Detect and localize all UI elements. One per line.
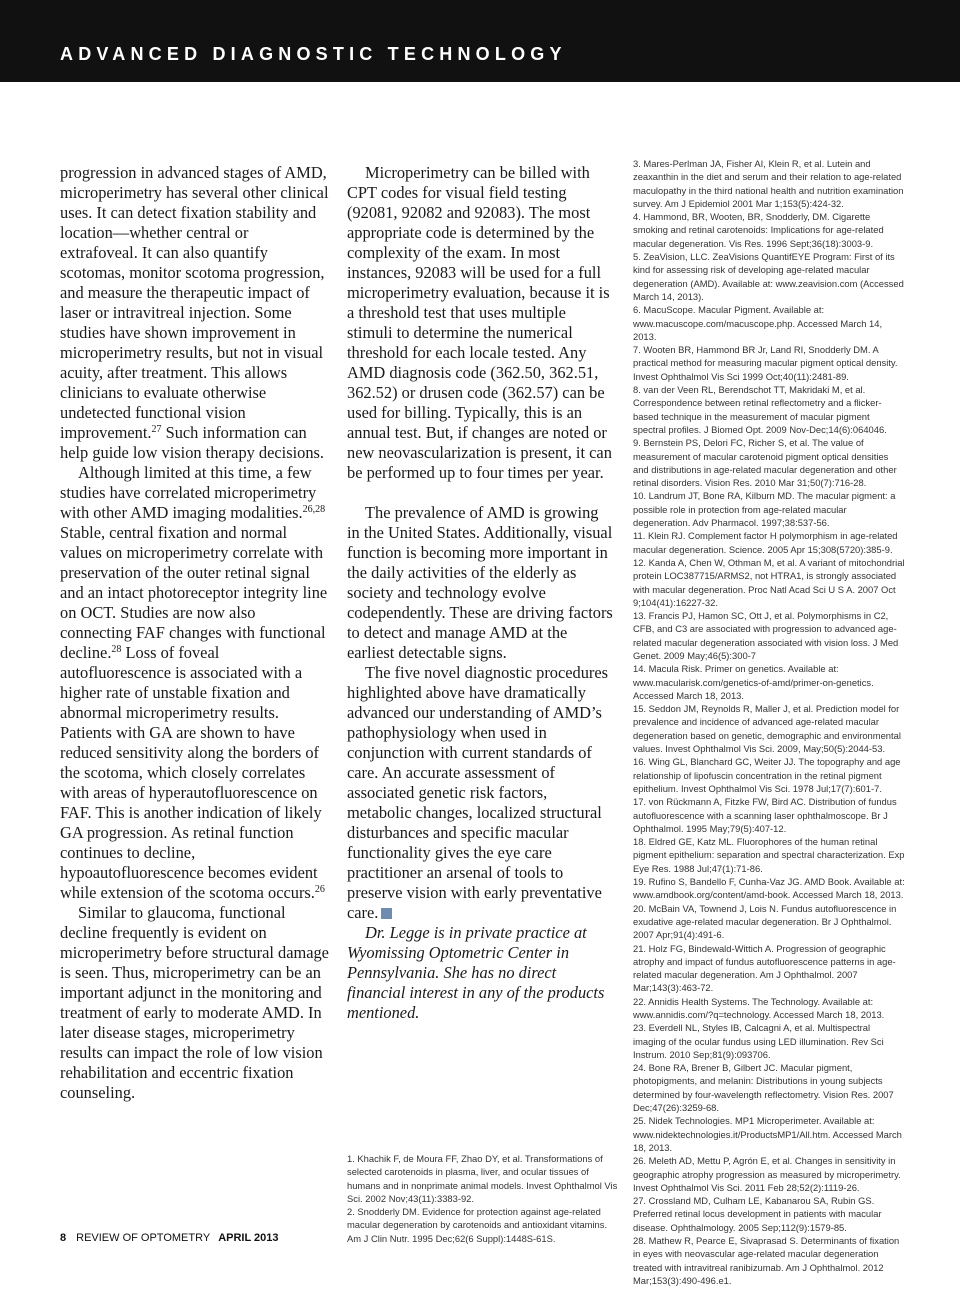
text-run: The five novel diagnostic procedures highlighted above have dramatically advanced our understanding of AMD’s pathophysiology when used in conjunction with current standards of care. An accurate assessment of associated genetic risk factors, metabolic changes, localized structural disturbances and specific macular functionality gives the eye care practitioner an arsenal of tools to preserve vision with early preventative care. — [347, 663, 609, 922]
citation-superscript: 26 — [314, 884, 325, 895]
reference-item: 15. Seddon JM, Reynolds R, Maller J, et al. Prediction model for prevalence and incidence of advanced age-related macular degeneration based on genetic, demographic and environmental values. Invest Ophthalmol Vis Sci. 2009, May;50(5):2044-53. — [633, 703, 901, 755]
references-list — [633, 157, 905, 1287]
paragraph — [60, 163, 330, 463]
reference-item: 23. Everdell NL, Styles IB, Calcagni A, et al. Multispectral imaging of the ocular fundus using LED illumination. Rev Sci Instrum. 2010 Sep;81(9):093706. — [633, 1022, 884, 1060]
reference-item: 22. Annidis Health Systems. The Technology. Available at: www.annidis.com/?q=technology. Accessed March 18, 2013. — [633, 995, 885, 1020]
reference-item: 28. Mathew R, Pearce E, Sivaprasad S. Determinants of fixation in eyes with neovascular age-related macular degeneration treated with intravitreal ranibizumab. Am J Ophthalmol. 2012 Mar;153(3):490-496.e1. — [633, 1235, 900, 1286]
text-run: Although limited at this time, a few studies have correlated microperimetry with other AMD imaging modalities. — [60, 463, 317, 522]
reference-item: 21. Holz FG, Bindewald-Wittich A. Progression of geographic atrophy and impact of fundus autofluorescence patterns in age-related macular degeneration. Am J Ophthalmol. 2007 Mar;143(3):463-72. — [633, 942, 896, 994]
reference-item: 18. Eldred GE, Katz ML. Fluorophores of the human retinal pigment epithelium: separation and spectral characterization. Exp Eye Res. 1988 Jul;47(1):71-86. — [633, 836, 905, 874]
section-header-bar — [0, 0, 960, 82]
reference-item: 25. Nidek Technologies. MP1 Microperimeter. Available at: www.nidektechnologies.it/ProductsMP1/All.htm. Accessed March 18, 2013. — [633, 1115, 902, 1153]
text-run: Such information can help guide low vision therapy decisions. — [60, 423, 325, 462]
reference-item: 9. Bernstein PS, Delori FC, Richer S, et al. The value of measurement of macular carotenoid pigment optical densities and distributions in age-related macular degeneration and other retinal disorders. Vision Res. 2010 Mar 31;50(7):716-28. — [633, 437, 897, 489]
reference-item: 10. Landrum JT, Bone RA, Kilburn MD. The macular pigment: a possible role in protection from age-related macular degeneration. Adv Pharmacol. 1997;38:537-56. — [633, 490, 896, 529]
reference-item: 17. von Rückmann A, Fitzke FW, Bird AC. Distribution of fundus autofluorescence with a scanning laser ophthalmoscope. Br J Ophthalmol. 1995 May;79(5):407-12. — [633, 796, 897, 834]
publication-name: REVIEW OF OPTOMETRY — [76, 1232, 211, 1244]
article-column-2 — [347, 163, 615, 1023]
text-run: Loss of foveal autofluorescence is associated with a higher rate of unstable fixation and abnormal microperimetry results. Patients with GA are shown to have reduced sensitivity along the borders of the scotoma, which closely correlates with areas of hyperautofluorescence on FAF. This is another indication of likely GA progression. As retinal function continues to decline, hypoautofluorescence becomes evident while extension of the scotoma occurs. — [60, 643, 322, 902]
page-footer — [60, 1232, 279, 1244]
reference-item: 1. Khachik F, de Moura FF, Zhao DY, et al. Transformations of selected carotenoids in plasma, liver, and ocular tissues of humans and in nonprimate animal models. Invest Ophthalmol Vis Sci. 2002 Nov;43(11):3383-92. — [347, 1153, 618, 1204]
author-bio: Dr. Legge is in private practice at Wyomissing Optometric Center in Pennsylvania. She has no direct financial interest in any of the products mentioned. — [347, 923, 605, 1022]
reference-item: 7. Wooten BR, Hammond BR Jr, Land RI, Snodderly DM. A practical method for measuring macular pigment optical density. Invest Ophthalmol Vis Sci 1999 Oct;40(11):2481-89. — [633, 344, 898, 382]
paragraph: Microperimetry can be billed with CPT codes for visual field testing (92081, 92082 and 92083). The most appropriate code is determined by the complexity of the exam. In most instances, 92083 will be used for a full microperimetry evaluation, because it is a threshold test that uses multiple stimuli to determine the numerical threshold for each locale tested. Any AMD diagnosis code (362.50, 362.51, 362.52) or drusen code (362.57) can be used for billing. Typically, this is an annual test. But, if changes are noted or new neovascularization is present, it can be performed up to four times per year. — [347, 163, 612, 482]
reference-item: 26. Meleth AD, Mettu P, Agrón E, et al. Changes in sensitivity in geographic atrophy progression as measured by microperimetry. Invest Ophthalmol Vis Sci. 2011 Feb 28;52(2):1119-26. — [633, 1155, 901, 1193]
paragraph: The prevalence of AMD is growing in the United States. Additionally, visual function is becoming more important in the daily activities of the elderly as society and technology evolve codependently. These are driving factors to detect and manage AMD at the earliest detectable signs. — [347, 503, 613, 662]
paragraph: Similar to glaucoma, functional decline frequently is evident on microperimetry before structural damage is seen. Thus, microperimetry can be an important adjunct in the monitoring and treatment of early to moderate AMD. In later disease stages, microperimetry results can impact the role of low vision rehabilitation and eccentric fixation counseling. — [60, 903, 329, 1102]
reference-item: 13. Francis PJ, Hamon SC, Ott J, et al. Polymorphisms in C2, CFB, and C3 are associated with progression to advanced age-related macular degeneration associated with vision loss. J Med Genet. 2009 May;46(5):300-7 — [633, 610, 899, 661]
reference-item: 5. ZeaVision, LLC. ZeaVisions QuantifEYE Program: First of its kind for assessing risk of developing age-related macular degeneration (AMD). Available at: www.zeavision.com (Accessed March 14, 2013). — [633, 251, 904, 302]
text-run: progression in advanced stages of AMD, microperimetry has several other clinical uses. It can detect fixation stability and location—whether central or extrafoveal. It can also quantify scotomas, monitor scotoma progression, and measure the therapeutic impact of laser or intravitreal injection. Some studies have shown improvement in microperimetry results, but not in visual acuity, after treatment. This allows clinicians to evaluate otherwise undetected functional vision improvement. — [60, 163, 329, 442]
issue-date: APRIL 2013 — [218, 1232, 279, 1244]
reference-item: 19. Rufino S, Bandello F, Cunha-Vaz JG. AMD Book. Available at: www.amdbook.org/content/amd-book. Accessed March 18, 2013. — [633, 876, 905, 901]
reference-item: 8. van der Veen RL, Berendschot TT, Makridaki M, et al. Correspondence between retinal reflectometry and a flicker-based technique in the measurement of macular pigment spectral profiles. J Biomed Opt. 2009 Nov-Dec;14(6):064046. — [633, 384, 887, 435]
reference-item: 16. Wing GL, Blanchard GC, Weiter JJ. The topography and age relationship of lipofuscin concentration in the retinal pigment epithelium. Invest Ophthalmol Vis Sci. 1978 Jul;17(7):601-7. — [633, 756, 901, 794]
reference-item: 14. Macula Risk. Primer on genetics. Available at: www.macularisk.com/genetics-of-amd/primer-on-genetics. Accessed March 18, 2013. — [633, 663, 874, 701]
paragraph — [60, 463, 330, 903]
reference-item: 27. Crossland MD, Culham LE, Kabanarou SA, Rubin GS. Preferred retinal locus development in patients with macular disease. Ophthalmology. 2005 Sep;112(9):1579-85. — [633, 1195, 882, 1233]
citation-superscript: 26,28 — [302, 504, 326, 515]
article-column-1 — [60, 163, 330, 1103]
reference-item: 4. Hammond, BR, Wooten, BR, Snodderly, DM. Cigarette smoking and retinal carotenoids: Implications for age-related macular degeneration. Vis Res. 1996 Sept;36(18):3003-9. — [633, 211, 884, 249]
paragraph — [347, 663, 615, 923]
citation-superscript: 27 — [151, 424, 162, 435]
section-title: ADVANCED DIAGNOSTIC TECHNOLOGY — [60, 44, 567, 64]
reference-item: 20. McBain VA, Townend J, Lois N. Fundus autofluorescence in exudative age-related macular degeneration. Br J Ophthalmol. 2007 Apr;91(4):491-6. — [633, 902, 897, 941]
page-number: 8 — [60, 1232, 67, 1244]
citation-superscript: 28 — [111, 644, 122, 655]
reference-item: 6. MacuScope. Macular Pigment. Available at: www.macuscope.com/macuscope.php. Accessed March 14, 2013. — [633, 304, 883, 342]
reference-item: 3. Mares-Perlman JA, Fisher AI, Klein R, et al. Lutein and zeaxanthin in the diet and serum and their relation to age-related maculopathy in the third national health and nutrition examination survey. Am J Epidemiol 2001 Mar 1;153(5):424-32. — [633, 158, 904, 209]
text-run: Stable, central fixation and normal values on microperimetry correlate with preservation of the outer retinal signal and an intact photoreceptor integrity line on OCT. Studies are now also connecting FAF changes with functional decline. — [60, 523, 328, 662]
end-of-article-square-icon — [381, 908, 392, 919]
reference-item: 2. Snodderly DM. Evidence for protection against age-related macular degeneration by carotenoids and antioxidant vitamins. Am J Clin Nutr. 1995 Dec;62(6 Suppl):1448S-61S. — [347, 1206, 608, 1244]
references-list — [347, 1152, 619, 1245]
reference-item: 11. Klein RJ. Complement factor H polymorphism in age-related macular degeneration. Science. 2005 Apr 15;308(5720):385-9. — [633, 530, 898, 555]
reference-item: 24. Bone RA, Brener B, Gilbert JC. Macular pigment, photopigments, and melanin: Distributions in young subjects determined by four-wavelength reflectometry. Vision Res. 2007 Dec;47(26):3259-68. — [633, 1062, 894, 1114]
reference-item: 12. Kanda A, Chen W, Othman M, et al. A variant of mitochondrial protein LOC387715/ARMS2, not HTRA1, is strongly associated with macular degeneration. Proc Natl Acad Sci U S A. 2007 Oct 9;104(41):16227-32. — [633, 556, 905, 608]
